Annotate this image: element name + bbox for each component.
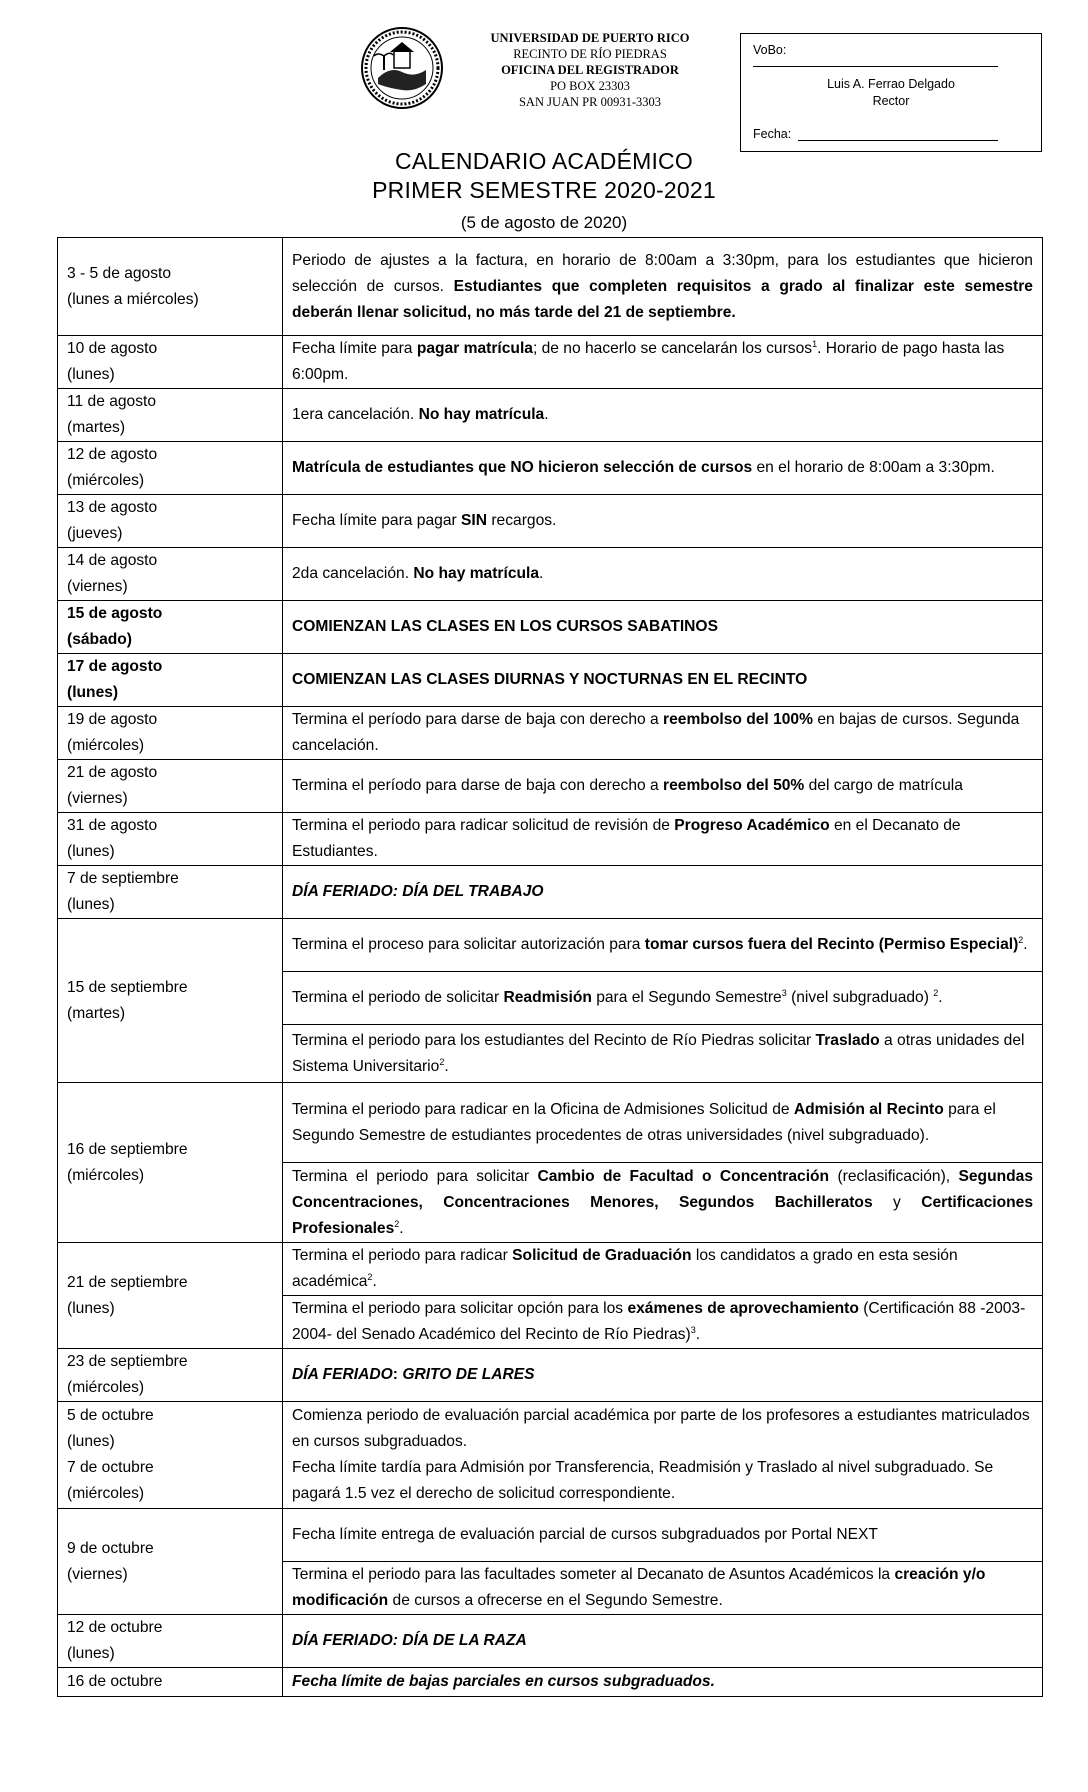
table-row — [58, 866, 1043, 919]
date-cell: 31 de agosto (lunes) — [58, 813, 283, 866]
table-row — [58, 1509, 1043, 1562]
approval-box — [740, 33, 1042, 152]
date-cell: 23 de septiembre (miércoles) — [58, 1349, 283, 1402]
table-row — [58, 1243, 1043, 1296]
date-cell: 12 de octubre (lunes) — [58, 1615, 283, 1668]
date-cell: 10 de agosto (lunes) — [58, 336, 283, 389]
event-cell: Fecha límite para pagar SIN recargos. — [283, 495, 1043, 548]
event-cell: Termina el período para darse de baja con derecho a reembolso del 100% en bajas de cursos. Segunda cancelación. — [283, 707, 1043, 760]
revision-date: (5 de agosto de 2020) — [460, 213, 628, 232]
date-cell: 13 de agosto (jueves) — [58, 495, 283, 548]
event-cell: Comienza periodo de evaluación parcial académica por parte de los profesores a estudiantes matriculados en cursos subgraduados. Fecha límite tardía para Admisión por Transferencia, Readmisión y Traslado al nivel subgraduado. Se pagará 1.5 vez el derecho de solicitud correspondiente. — [283, 1402, 1043, 1509]
po-box: PO BOX 23303 — [550, 79, 630, 93]
event-cell: COMIENZAN LAS CLASES EN LOS CURSOS SABATINOS — [283, 601, 1043, 654]
event-cell: Fecha límite entrega de evaluación parcial de cursos subgraduados por Portal NEXT — [283, 1509, 1043, 1562]
date-cell: 15 de septiembre (martes) — [58, 919, 283, 1083]
event-cell: Fecha límite para pagar matrícula; de no hacerlo se cancelarán los cursos$^1$. Horario de pago hasta las 6:00pm. — [283, 336, 1043, 389]
date-cell: 21 de agosto (viernes) — [58, 760, 283, 813]
event-cell: 1era cancelación. No hay matrícula. — [283, 389, 1043, 442]
table-row — [58, 1402, 1043, 1509]
table-row — [58, 601, 1043, 654]
event-cell: Fecha límite de bajas parciales en cursos subgraduados. — [283, 1668, 1043, 1697]
event-cell: Termina el periodo para radicar en la Oficina de Admisiones Solicitud de Admisión al Recinto para el Segundo Semestre de estudiantes procedentes de otras universidades (nivel subgraduado). — [283, 1083, 1043, 1163]
date-cell: 16 de octubre — [58, 1668, 283, 1697]
event-cell: Termina el período para darse de baja con derecho a reembolso del 50% del cargo de matrícula — [283, 760, 1043, 813]
event-cell: Termina el periodo para solicitar opción para los exámenes de aprovechamiento (Certificación 88 -2003-2004- del Senado Académico del Recinto de Río Piedras)$^3$. — [283, 1296, 1043, 1349]
event-cell: Termina el periodo para radicar solicitud de revisión de Progreso Académico en el Decanato de Estudiantes. — [283, 813, 1043, 866]
date-cell: 7 de septiembre (lunes) — [58, 866, 283, 919]
signer-title: Rector — [872, 94, 910, 108]
table-row — [58, 919, 1043, 972]
signature-line — [753, 66, 998, 67]
event-cell: Matrícula de estudiantes que NO hicieron selección de cursos en el horario de 8:00am a 3:30pm. — [283, 442, 1043, 495]
fecha-line — [798, 140, 998, 141]
table-row — [58, 1349, 1043, 1402]
date-cell: 15 de agosto (sábado) — [58, 601, 283, 654]
event-cell: Termina el periodo para solicitar Cambio de Facultad o Concentración (reclasificación), Segundas Concentraciones, Concentraciones Menores, Segundos Bachilleratos y Certificaciones Profesionales$^2$. — [283, 1163, 1043, 1243]
office-name: OFICINA DEL REGISTRADOR — [501, 63, 679, 77]
signer-name: Luis A. Ferrao Delgado — [827, 77, 955, 91]
table-row — [58, 760, 1043, 813]
page-title — [0, 147, 1088, 205]
table-row — [58, 1668, 1043, 1697]
fecha-label: Fecha: — [753, 127, 792, 141]
table-row — [58, 1615, 1043, 1668]
table-row — [58, 389, 1043, 442]
university-name: UNIVERSIDAD DE PUERTO RICO — [490, 31, 690, 45]
table-row — [58, 238, 1043, 336]
event-cell: DÍA FERIADO: DÍA DEL TRABAJO — [283, 866, 1043, 919]
university-seal-logo — [360, 26, 444, 110]
date-cell: 3 - 5 de agosto (lunes a miércoles) — [58, 238, 283, 336]
title-line-1: CALENDARIO ACADÉMICO — [395, 148, 693, 174]
table-row — [58, 654, 1043, 707]
date-cell: 5 de octubre (lunes) 7 de octubre (miércoles) — [58, 1402, 283, 1509]
event-cell: Termina el periodo para radicar Solicitud de Graduación los candidatos a grado en esta sesión académica$^2$. — [283, 1243, 1043, 1296]
table-row — [58, 495, 1043, 548]
date-cell: 21 de septiembre (lunes) — [58, 1243, 283, 1349]
date-cell: 16 de septiembre (miércoles) — [58, 1083, 283, 1243]
date-cell: 17 de agosto (lunes) — [58, 654, 283, 707]
event-cell: Termina el periodo de solicitar Readmisión para el Segundo Semestre$^3$ (nivel subgraduado) $^2$. — [283, 972, 1043, 1025]
vobo-label: VoBo: — [753, 43, 787, 57]
event-cell: Termina el proceso para solicitar autorización para tomar cursos fuera del Recinto (Permiso Especial)$^2$. — [283, 919, 1043, 972]
date-cell: 9 de octubre (viernes) — [58, 1509, 283, 1615]
table-row — [58, 1083, 1043, 1163]
event-cell: DÍA FERIADO: GRITO DE LARES — [283, 1349, 1043, 1402]
date-cell: 19 de agosto (miércoles) — [58, 707, 283, 760]
event-cell: 2da cancelación. No hay matrícula. — [283, 548, 1043, 601]
date-cell: 12 de agosto (miércoles) — [58, 442, 283, 495]
date-cell: 11 de agosto (martes) — [58, 389, 283, 442]
event-cell: Termina el periodo para las facultades someter al Decanato de Asuntos Académicos la creación y/o modificación de cursos a ofrecerse en el Segundo Semestre. — [283, 1562, 1043, 1615]
event-cell: Periodo de ajustes a la factura, en horario de 8:00am a 3:30pm, para los estudiantes que hicieron selección de cursos. Estudiantes que completen requisitos a grado al finalizar este semestre deberán llenar solicitud, no más tarde del 21 de septiembre. — [283, 238, 1043, 336]
event-cell: COMIENZAN LAS CLASES DIURNAS Y NOCTURNAS EN EL RECINTO — [283, 654, 1043, 707]
document-header — [0, 0, 1088, 230]
university-address-block — [455, 30, 725, 110]
academic-calendar-table — [57, 237, 1043, 1697]
table-row — [58, 336, 1043, 389]
title-line-2: PRIMER SEMESTRE 2020-2021 — [372, 177, 716, 203]
campus-name: RECINTO DE RÍO PIEDRAS — [513, 47, 667, 61]
table-row — [58, 813, 1043, 866]
table-row — [58, 548, 1043, 601]
table-row — [58, 442, 1043, 495]
event-cell: DÍA FERIADO: DÍA DE LA RAZA — [283, 1615, 1043, 1668]
city-zip: SAN JUAN PR 00931-3303 — [518, 95, 662, 109]
event-cell: Termina el periodo para los estudiantes del Recinto de Río Piedras solicitar Traslado a otras unidades del Sistema Universitario$^2$. — [283, 1025, 1043, 1083]
signer-block — [741, 76, 1041, 110]
table-row — [58, 707, 1043, 760]
date-cell: 14 de agosto (viernes) — [58, 548, 283, 601]
